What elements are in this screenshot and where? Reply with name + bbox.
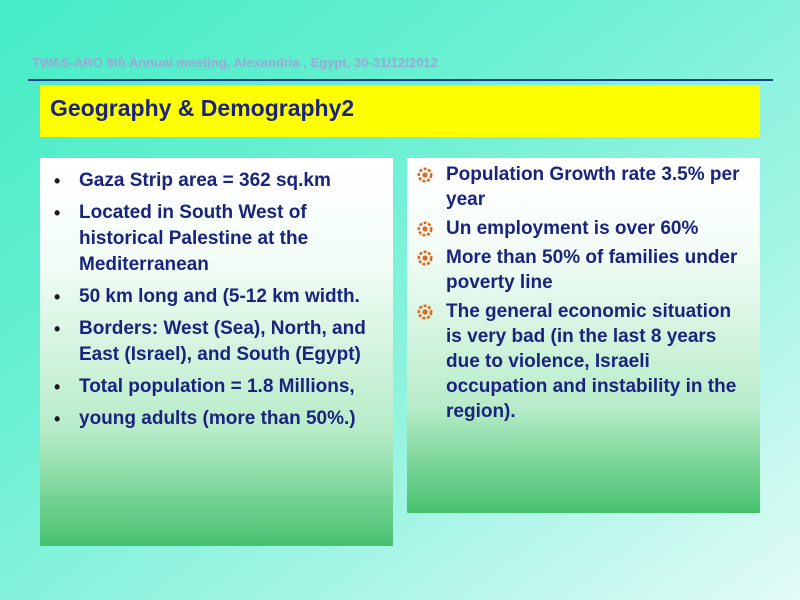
list-item [415, 245, 752, 295]
list-item-text: Gaza Strip area = 362 sq.km [79, 170, 331, 191]
meeting-header: TWAS-ARO 8th Annual meeting, Alexandria , Egypt, 30-31/12/2012 [32, 55, 438, 70]
list-item-text: Un employment is over 60% [446, 218, 699, 239]
left-bullet-list [40, 158, 393, 432]
list-item [46, 168, 379, 194]
list-item-text: Total population = 1.8 Millions, [79, 376, 355, 397]
slide-title: Geography & Demography2 [50, 95, 355, 121]
list-item [46, 374, 379, 400]
gear-bullet-icon [417, 250, 433, 266]
left-content-panel [40, 158, 393, 546]
right-bullet-list [407, 158, 760, 424]
list-item [415, 162, 752, 212]
list-item [46, 200, 379, 278]
list-item-text: Located in South West of historical Palestine at the Mediterranean [79, 202, 309, 275]
bullet-dot-icon: • [54, 171, 61, 191]
list-item [46, 316, 379, 368]
list-item-text: 50 km long and (5-12 km width. [79, 286, 360, 307]
list-item [415, 216, 752, 241]
list-item-text: young adults (more than 50%.) [79, 408, 356, 429]
gear-bullet-icon [417, 167, 433, 183]
bullet-dot-icon: • [54, 377, 61, 397]
bullet-dot-icon: • [54, 203, 61, 223]
right-content-panel [407, 158, 760, 513]
bullet-dot-icon: • [54, 287, 61, 307]
list-item-text: Population Growth rate 3.5% per year [446, 164, 740, 210]
list-item [46, 406, 379, 432]
list-item [415, 299, 752, 424]
gear-bullet-icon [417, 304, 433, 320]
list-item-text: Borders: West (Sea), North, and East (Israel), and South (Egypt) [79, 318, 366, 365]
list-item [46, 284, 379, 310]
bullet-dot-icon: • [54, 409, 61, 429]
list-item-text: The general economic situation is very bad (in the last 8 years due to violence, Israeli occupation and instability in the region). [446, 301, 737, 422]
bullet-dot-icon: • [54, 319, 61, 339]
title-bar [40, 85, 760, 137]
gear-bullet-icon [417, 221, 433, 237]
header-divider [28, 79, 773, 81]
list-item-text: More than 50% of families under poverty line [446, 247, 738, 293]
